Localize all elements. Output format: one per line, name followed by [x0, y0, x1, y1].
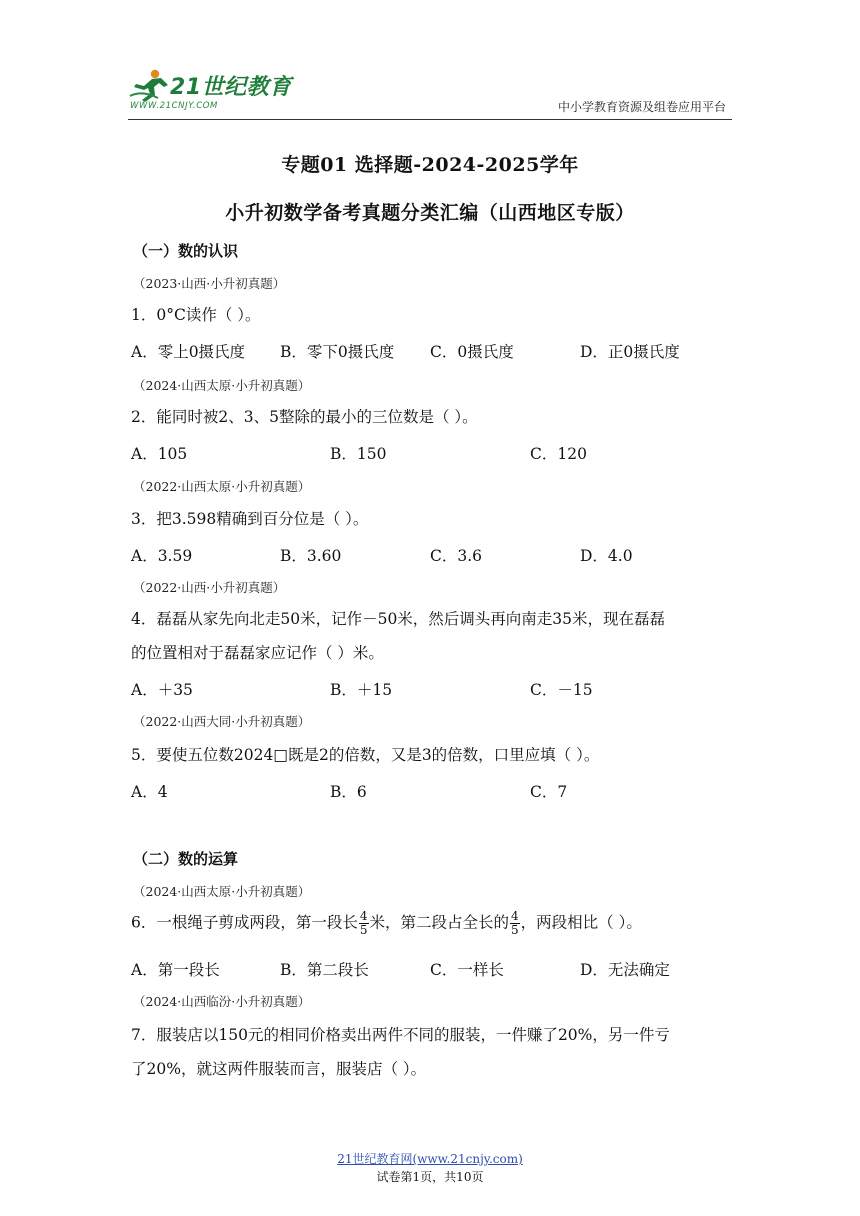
header-divider [128, 119, 732, 120]
fraction-denominator: 5 [511, 923, 519, 937]
option-c: C．3.6 [430, 547, 483, 565]
option-a: A．105 [131, 445, 188, 463]
option-d: D．无法确定 [580, 961, 670, 979]
question-text-part: ，两段相比（ ）。 [520, 913, 642, 932]
option-c: C．120 [530, 445, 587, 463]
option-b: B．＋15 [330, 681, 393, 699]
runner-logo-icon [128, 68, 172, 102]
footer-site-link[interactable]: 21世纪教育网(www.21cnjy.com) [337, 1152, 523, 1166]
question-text-line2: 了20%，就这两件服装而言，服装店（ ）。 [131, 1060, 427, 1078]
question-source: （2024·山西临汾·小升初真题） [133, 994, 311, 1009]
option-d: D．4.0 [580, 547, 633, 565]
question-source: （2022·山西·小升初真题） [133, 580, 286, 595]
option-a: A．＋35 [131, 681, 193, 699]
header-platform-text: 中小学教育资源及组卷应用平台 [557, 100, 726, 114]
page-title-line2: 小升初数学备考真题分类汇编（山西地区专版） [225, 202, 635, 224]
option-a: A．4 [131, 783, 168, 801]
question-source: （2024·山西太原·小升初真题） [133, 884, 311, 899]
option-c: C．－15 [530, 681, 593, 699]
footer-page-number: 试卷第1页，共10页 [376, 1170, 484, 1184]
question-text-line2: 的位置相对于磊磊家应记作（ ）米。 [131, 644, 384, 662]
question-text: 2．能同时被2、3、5整除的最小的三位数是（ ）。 [131, 408, 478, 426]
question-source: （2022·山西大同·小升初真题） [133, 714, 311, 729]
question-source: （2023·山西·小升初真题） [133, 276, 286, 291]
option-a: A．第一段长 [131, 961, 220, 979]
option-b: B．零下0摄氏度 [280, 343, 395, 361]
logo-brand-text: 21世纪教育 [170, 75, 292, 100]
fraction-numerator: 4 [511, 909, 519, 923]
option-c: C．一样长 [430, 961, 504, 979]
question-text-line1: 7．服装店以150元的相同价格卖出两件不同的服装，一件赚了20%，另一件亏 [131, 1026, 670, 1044]
fraction [359, 910, 369, 937]
option-c: C．7 [530, 783, 568, 801]
option-b: B．150 [330, 445, 387, 463]
option-a: A．3.59 [131, 547, 193, 565]
question-text: 3．把3.598精确到百分位是（ ）。 [131, 510, 369, 528]
option-a: A．零上0摄氏度 [131, 343, 246, 361]
option-d: D．正0摄氏度 [580, 343, 680, 361]
fraction [510, 910, 520, 937]
logo [128, 68, 298, 116]
fraction-numerator: 4 [359, 909, 368, 923]
section-heading: （一）数的认识 [133, 242, 239, 260]
question-text-part: 米，第二段占全长的 [369, 913, 510, 932]
option-b: B．3.60 [280, 547, 342, 565]
question-text: 1．0°C读作（ ）。 [131, 306, 261, 324]
question-source: （2022·山西太原·小升初真题） [133, 479, 311, 494]
fraction-denominator: 5 [359, 923, 368, 937]
question-text-line1: 4．磊磊从家先向北走50米，记作－50米，然后调头再向南走35米，现在磊磊 [131, 610, 666, 628]
option-b: B．第二段长 [280, 961, 369, 979]
question-source: （2024·山西太原·小升初真题） [133, 378, 311, 393]
option-c: C．0摄氏度 [430, 343, 514, 361]
logo-url-text: WWW.21CNJY.COM [130, 101, 218, 111]
page-title-line1: 专题01 选择题-2024-2025学年 [281, 154, 579, 176]
option-b: B．6 [330, 783, 367, 801]
page-header [128, 62, 732, 120]
question-text-part: 6．一根绳子剪成两段，第一段长 [131, 913, 358, 932]
question-text [131, 910, 642, 937]
question-text: 5．要使五位数2024□既是2的倍数，又是3的倍数，口里应填（ ）。 [131, 746, 600, 764]
section-heading: （二）数的运算 [133, 850, 239, 868]
